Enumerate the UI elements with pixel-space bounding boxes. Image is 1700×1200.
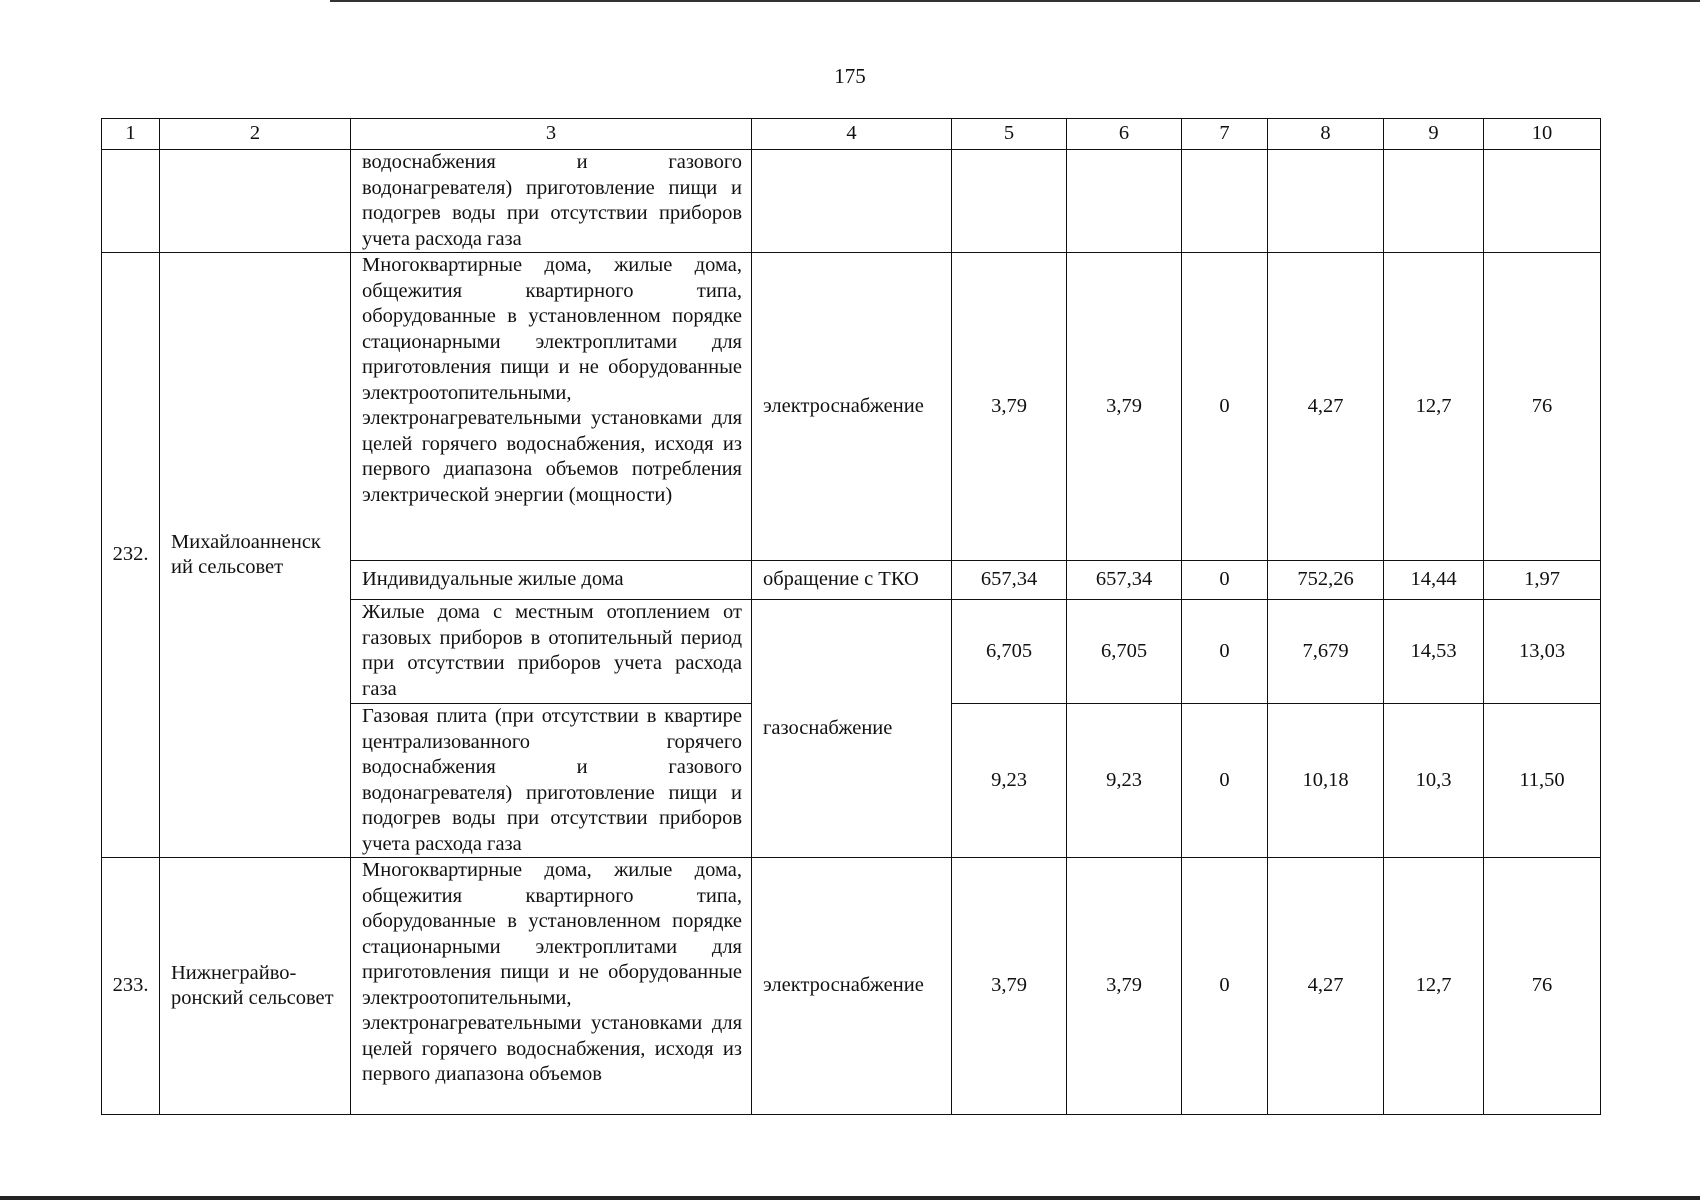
value-cell: 3,79 <box>952 253 1067 561</box>
value-cell: 14,53 <box>1384 600 1484 704</box>
value-cell: 76 <box>1484 253 1601 561</box>
row-number: 233. <box>102 858 160 1115</box>
service-cell: газоснабжение <box>752 600 952 858</box>
settlement-cell <box>160 150 351 253</box>
value-cell <box>1384 150 1484 253</box>
value-cell: 10,3 <box>1384 704 1484 858</box>
page-number: 175 <box>834 64 866 88</box>
value-cell <box>1484 150 1601 253</box>
value-cell: 14,44 <box>1384 561 1484 600</box>
value-cell: 7,679 <box>1268 600 1384 704</box>
value-cell: 752,26 <box>1268 561 1384 600</box>
bottom-scan-edge <box>0 1196 1700 1200</box>
value-cell: 3,79 <box>1067 858 1182 1115</box>
value-cell: 657,34 <box>952 561 1067 600</box>
header-cell: 9 <box>1384 119 1484 150</box>
header-cell: 7 <box>1182 119 1268 150</box>
value-cell: 6,705 <box>1067 600 1182 704</box>
value-cell: 13,03 <box>1484 600 1601 704</box>
service-cell: обращение с ТКО <box>752 561 952 600</box>
value-cell: 4,27 <box>1268 858 1384 1115</box>
value-cell: 0 <box>1182 858 1268 1115</box>
value-cell: 1,97 <box>1484 561 1601 600</box>
description-cell: водоснабжения и газового водонагревателя) приготовление пищи и подогрев воды при отсутствии приборов учета расхода газа <box>351 150 752 253</box>
value-cell: 3,79 <box>952 858 1067 1115</box>
value-cell: 9,23 <box>952 704 1067 858</box>
settlement-name: Михайлоанненск ий сельсовет <box>160 253 351 858</box>
value-cell <box>952 150 1067 253</box>
value-cell: 4,27 <box>1268 253 1384 561</box>
service-cell <box>752 150 952 253</box>
value-cell: 10,18 <box>1268 704 1384 858</box>
table-row-continued <box>102 150 1601 253</box>
header-cell: 5 <box>952 119 1067 150</box>
index-cell <box>102 150 160 253</box>
header-cell: 1 <box>102 119 160 150</box>
value-cell: 11,50 <box>1484 704 1601 858</box>
header-cell: 8 <box>1268 119 1384 150</box>
value-cell: 9,23 <box>1067 704 1182 858</box>
header-row <box>102 119 1601 150</box>
value-cell: 0 <box>1182 253 1268 561</box>
row-number: 232. <box>102 253 160 858</box>
header-cell: 2 <box>160 119 351 150</box>
description-cell: Многоквартирные дома, жилые дома, общежития квартирного типа, оборудованные в установленном порядке стационарными электроплитами для приготовления пищи и не оборудованные электроотопительными, электронагревательными установками для целей горячего водоснабжения, исходя из первого диапазона объемов потребления электрической энергии (мощности) <box>351 253 752 561</box>
header-cell: 4 <box>752 119 952 150</box>
table-row <box>102 858 1601 1115</box>
value-cell: 0 <box>1182 600 1268 704</box>
description-cell: Газовая плита (при отсутствии в квартире централизованного горячего водоснабжения и газового водонагревателя) приготовление пищи и подогрев воды при отсутствии приборов учета расхода газа <box>351 704 752 858</box>
value-cell: 12,7 <box>1384 253 1484 561</box>
value-cell: 0 <box>1182 704 1268 858</box>
value-cell: 0 <box>1182 561 1268 600</box>
header-cell: 3 <box>351 119 752 150</box>
settlement-name: Нижнеграйво- ронский сельсовет <box>160 858 351 1115</box>
tariff-table <box>101 118 1601 1115</box>
value-cell: 657,34 <box>1067 561 1182 600</box>
header-cell: 6 <box>1067 119 1182 150</box>
top-scan-edge <box>330 0 1700 2</box>
value-cell <box>1067 150 1182 253</box>
description-cell: Многоквартирные дома, жилые дома, общежития квартирного типа, оборудованные в установленном порядке стационарными электроплитами для приготовления пищи и не оборудованные электроотопительными, электронагревательными установками для целей горячего водоснабжения, исходя из первого диапазона объемов <box>351 858 752 1115</box>
service-cell: электроснабжение <box>752 858 952 1115</box>
value-cell <box>1182 150 1268 253</box>
value-cell: 76 <box>1484 858 1601 1115</box>
service-cell: электроснабжение <box>752 253 952 561</box>
value-cell: 12,7 <box>1384 858 1484 1115</box>
table-row <box>102 253 1601 561</box>
value-cell: 3,79 <box>1067 253 1182 561</box>
description-cell: Жилые дома с местным отоплением от газовых приборов в отопительный период при отсутствии приборов учета расхода газа <box>351 600 752 704</box>
value-cell <box>1268 150 1384 253</box>
value-cell: 6,705 <box>952 600 1067 704</box>
description-cell: Индивидуальные жилые дома <box>351 561 752 600</box>
header-cell: 10 <box>1484 119 1601 150</box>
